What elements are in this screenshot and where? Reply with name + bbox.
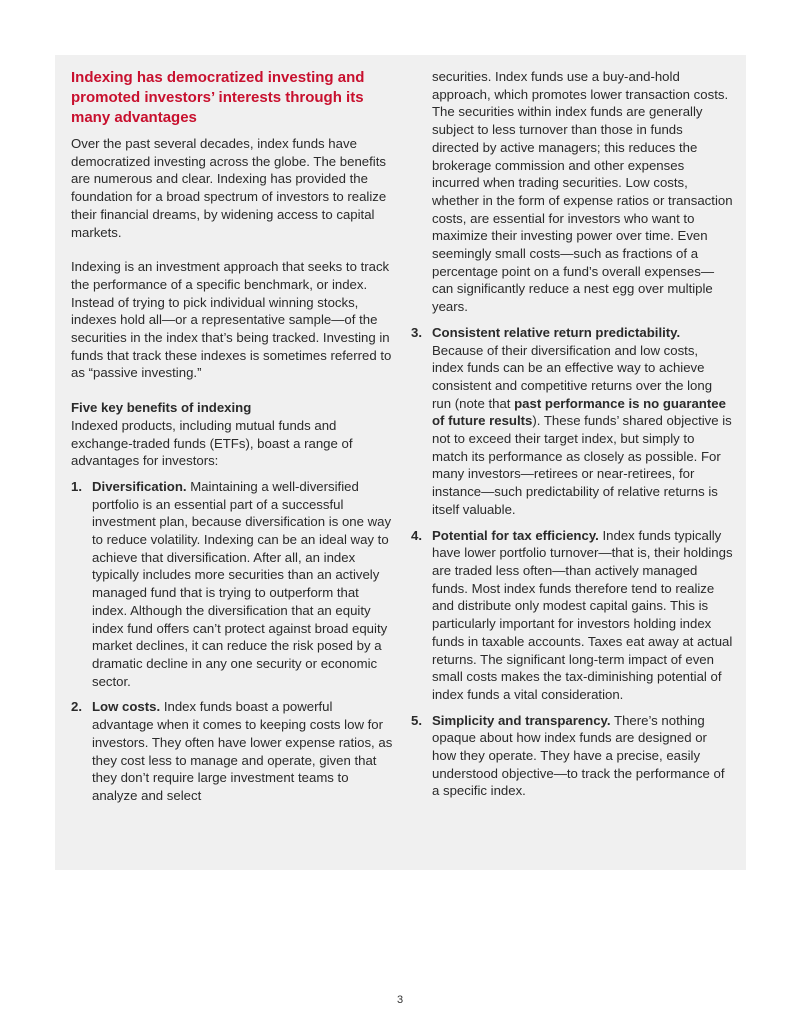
- item-title: Potential for tax efficiency.: [432, 527, 599, 543]
- item-body: [432, 324, 733, 519]
- benefits-list: [71, 478, 393, 805]
- item-title: Low costs.: [92, 699, 161, 715]
- item-text: Index funds boast a powerful advantage when it comes to keeping costs low for investors. They often have lower expense ratios, as they cost less to manage and operate, given that they don’t require large investment teams to analyze and select: [92, 699, 393, 803]
- benefits-heading: Five key benefits of indexing: [71, 400, 252, 416]
- item-body: [432, 527, 733, 704]
- item-text: ). These funds’ shared objective is not to exceed their target index, but simply to match its performance as closely as possible. For many investors—retirees or near-retirees, for instance—such predictability of relative returns is itself valuable.: [432, 413, 732, 517]
- list-item: [411, 324, 733, 519]
- right-column: [411, 68, 733, 808]
- item-text: Maintaining a well-diversified portfolio is an essential part of a successful investment plan, because diversification is one way to reduce volatility. Indexing can be an ideal way to achieve that diversification. After all, an index typically includes more securities than an actively managed fund that is trying to outperform that index. Although the diversification that an equity index fund offers can’t protect against broad equity market declines, it can reduce the risk posed by a dramatic decline in any one security or economic sector.: [92, 478, 392, 689]
- page-number: 3: [396, 994, 404, 1006]
- item-text: Because of their diversification and low costs, index funds can be an effective way to achieve consistent and competitive returns over the long run (note that: [432, 342, 713, 411]
- list-item: [411, 527, 733, 704]
- item-body: [92, 478, 393, 690]
- list-item: [71, 698, 393, 804]
- benefits-intro: Indexed products, including mutual funds and exchange-traded funds (ETFs), boast a range of advantages for investors:: [71, 417, 353, 469]
- item-title: Consistent relative return predictability.: [432, 324, 681, 340]
- list-item: [71, 478, 393, 690]
- item-2-continued: securities. Index funds use a buy-and-hold approach, which promotes lower transaction costs. The securities within index funds are generally subject to less turnover than those in funds directed by active managers; this reduces the brokerage commission and other expenses incurred when trading securities. Low costs, whether in the form of expense ratios or transaction costs, are essential for investors who want to maximize their investing power over time. Even seemingly small costs—such as fractions of a percentage point on a fund’s overall expenses—can significantly reduce a nest egg over multiple years.: [432, 69, 733, 315]
- item-number: 2.: [71, 699, 82, 715]
- benefits-list-continued: [411, 324, 733, 800]
- item-body: [432, 712, 733, 801]
- item-number: 4.: [411, 527, 422, 543]
- item-title: Simplicity and transparency.: [432, 712, 611, 728]
- intro-paragraph-2: Indexing is an investment approach that seeks to track the performance of a specific benchmark, or index. Instead of trying to pick individual winning stocks, indexes hold all—or a representative sample—of the securities in the index that’s being tracked. Investing in funds that track these indexes is sometimes referred to as “passive investing.”: [71, 259, 392, 381]
- item-text: Index funds typically have lower portfolio turnover—that is, their holdings are traded less often—than actively managed funds. Most index funds therefore tend to realize and distribute only modest capital gains. This is particularly important for investors holding index funds in taxable accounts. Taxes eat away at actual returns. The significant long-term impact of even small costs makes the tax-diminishing potential of index funds a vital consideration.: [432, 527, 733, 702]
- list-item: [411, 712, 733, 801]
- item-number: 5.: [411, 712, 422, 728]
- item-body: [92, 698, 393, 804]
- item-title: Diversification.: [92, 478, 187, 494]
- intro-paragraph-1: Over the past several decades, index funds have democratized investing across the globe. The benefits are numerous and clear. Indexing has provided the foundation for a broad spectrum of investors to realize their financial dreams, by widening access to capital markets.: [71, 136, 387, 240]
- item-text: There’s nothing opaque about how index funds are designed or how they operate. They have a precise, easily understood objective—to track the performance of a specific index.: [432, 712, 725, 799]
- left-column: [71, 68, 393, 813]
- item-number: 3.: [411, 324, 422, 340]
- item-disclaimer: past performance is no guarantee of future results: [432, 395, 726, 429]
- section-heading: Indexing has democratized investing and promoted investors’ interests through its many advantages: [71, 69, 365, 126]
- item-number: 1.: [71, 478, 82, 494]
